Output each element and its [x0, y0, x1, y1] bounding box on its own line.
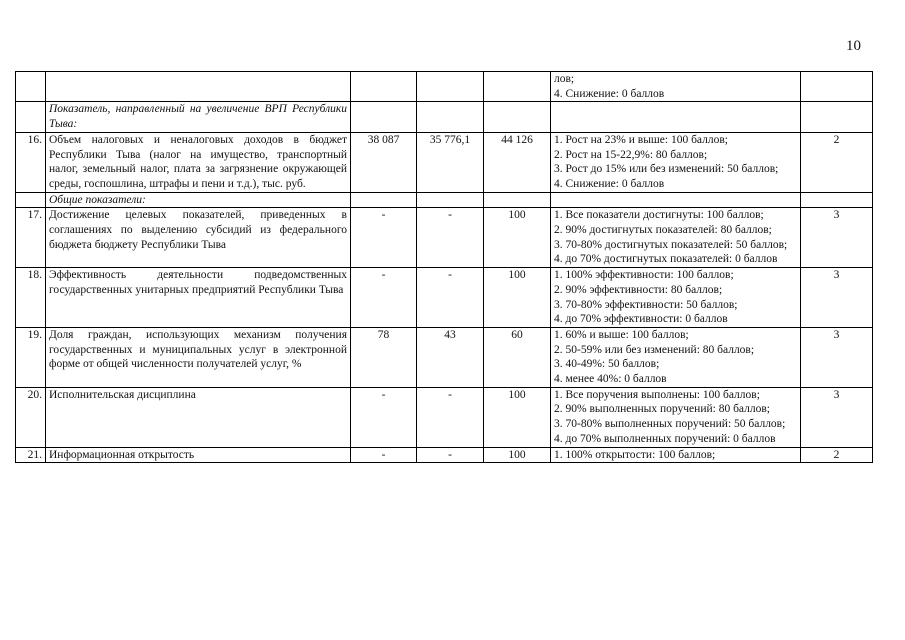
value-year-2: 35 776,1: [417, 132, 484, 192]
scoring-criteria: [551, 447, 801, 463]
table-row: [16, 208, 873, 268]
indicator-name: [46, 72, 351, 102]
criteria-line: 4. Снижение: 0 баллов: [554, 177, 665, 190]
value-year-2: -: [417, 447, 484, 463]
scoring-criteria: [551, 327, 801, 387]
empty-cell: [551, 102, 801, 132]
value-year-1: -: [351, 447, 417, 463]
criteria-line: 1. 100% открытости: 100 баллов;: [554, 448, 716, 461]
target-value: [484, 72, 551, 102]
criteria-line: 2. Рост на 15-22,9%: 80 баллов;: [554, 148, 708, 161]
row-number-cell: [16, 102, 46, 132]
criteria-line: 1. 100% эффективности: 100 баллов;: [554, 269, 734, 282]
indicator-name: Эффективность деятельности подведомственных государственных унитарных предприятий Республики Тыва: [46, 268, 351, 328]
empty-cell: [351, 192, 417, 208]
indicator-name: Информационная открытость: [46, 447, 351, 463]
weight-score: 3: [801, 268, 873, 328]
empty-cell: [551, 192, 801, 208]
scoring-criteria: [551, 208, 801, 268]
value-year-1: -: [351, 268, 417, 328]
criteria-line: 4. менее 40%: 0 баллов: [554, 373, 667, 386]
empty-cell: [484, 102, 551, 132]
row-number: 20.: [16, 387, 46, 447]
value-year-1: -: [351, 208, 417, 268]
criteria-line: 2. 50-59% или без изменений: 80 баллов;: [554, 343, 755, 356]
table-row: [16, 132, 873, 192]
weight-score: 3: [801, 208, 873, 268]
target-value: 100: [484, 447, 551, 463]
value-year-2: -: [417, 208, 484, 268]
criteria-line: 2. 90% достигнутых показателей: 80 баллов;: [554, 224, 772, 237]
indicator-name: Объем налоговых и неналоговых доходов в бюджет Республики Тыва (налог на имущество, транспортный налог, земельный налог, плата за загрязнение окружающей среды, госпошлина, штрафы и пени и т.д.), тыс. руб.: [46, 132, 351, 192]
page-number: 10: [846, 38, 861, 54]
indicator-name: Доля граждан, использующих механизм получения государственных и муниципальных услуг в электронной форме от общей численности получателей услуг, %: [46, 327, 351, 387]
target-value: 44 126: [484, 132, 551, 192]
table-row: [16, 268, 873, 328]
row-number-cell: [16, 192, 46, 208]
section-header-row: [16, 192, 873, 208]
indicator-name: Достижение целевых показателей, приведенных в соглашениях по выделению субсидий из федерального бюджета бюджету Республики Тыва: [46, 208, 351, 268]
row-number: 19.: [16, 327, 46, 387]
empty-cell: [417, 102, 484, 132]
table-row: [16, 447, 873, 463]
scoring-criteria: [551, 268, 801, 328]
value-year-2: 43: [417, 327, 484, 387]
empty-cell: [417, 192, 484, 208]
indicator-name: Исполнительская дисциплина: [46, 387, 351, 447]
section-title: Показатель, направленный на увеличение ВРП Республики Тыва:: [46, 102, 351, 132]
criteria-line: 3. 40-49%: 50 баллов;: [554, 358, 660, 371]
value-year-1: 78: [351, 327, 417, 387]
criteria-line: 4. до 70% эффективности: 0 баллов: [554, 313, 728, 326]
criteria-line: 1. Рост на 23% и выше: 100 баллов;: [554, 133, 728, 146]
value-year-1: 38 087: [351, 132, 417, 192]
section-header-row: [16, 102, 873, 132]
criteria-line: 3. Рост до 15% или без изменений: 50 баллов;: [554, 163, 779, 176]
weight-score: 2: [801, 447, 873, 463]
weight-score: 3: [801, 387, 873, 447]
weight-score: 2: [801, 132, 873, 192]
criteria-line: 3. 70-80% эффективности: 50 баллов;: [554, 298, 738, 311]
criteria-line: 2. 90% выполненных поручений: 80 баллов;: [554, 403, 770, 416]
criteria-line: 4. до 70% достигнутых показателей: 0 баллов: [554, 253, 778, 266]
indicators-table: [15, 71, 873, 463]
value-year-2: -: [417, 387, 484, 447]
empty-cell: [484, 192, 551, 208]
target-value: 100: [484, 208, 551, 268]
table-row: [16, 72, 873, 102]
criteria-line: лов;: [554, 73, 575, 85]
scoring-criteria: [551, 387, 801, 447]
criteria-line: 3. 70-80% достигнутых показателей: 50 баллов;: [554, 238, 788, 251]
target-value: 100: [484, 387, 551, 447]
criteria-line: 1. Все показатели достигнуты: 100 баллов;: [554, 209, 764, 222]
weight-score: [801, 72, 873, 102]
target-value: 100: [484, 268, 551, 328]
value-year-2: [417, 72, 484, 102]
row-number: 17.: [16, 208, 46, 268]
value-year-1: -: [351, 387, 417, 447]
scoring-criteria: [551, 132, 801, 192]
criteria-line: 4. до 70% выполненных поручений: 0 баллов: [554, 432, 776, 445]
criteria-line: 3. 70-80% выполненных поручений: 50 баллов;: [554, 418, 786, 431]
weight-score: 3: [801, 327, 873, 387]
empty-cell: [801, 192, 873, 208]
value-year-2: -: [417, 268, 484, 328]
criteria-line: 1. 60% и выше: 100 баллов;: [554, 328, 689, 341]
row-number: 18.: [16, 268, 46, 328]
target-value: 60: [484, 327, 551, 387]
criteria-line: 4. Снижение: 0 баллов: [554, 87, 665, 100]
value-year-1: [351, 72, 417, 102]
table-row: [16, 387, 873, 447]
empty-cell: [801, 102, 873, 132]
criteria-line: 2. 90% эффективности: 80 баллов;: [554, 283, 723, 296]
row-number: 21.: [16, 447, 46, 463]
row-number: 16.: [16, 132, 46, 192]
row-number: [16, 72, 46, 102]
section-title: Общие показатели:: [46, 192, 351, 208]
criteria-line: 1. Все поручения выполнены: 100 баллов;: [554, 388, 760, 401]
table-row: [16, 327, 873, 387]
empty-cell: [351, 102, 417, 132]
scoring-criteria: [551, 72, 801, 102]
